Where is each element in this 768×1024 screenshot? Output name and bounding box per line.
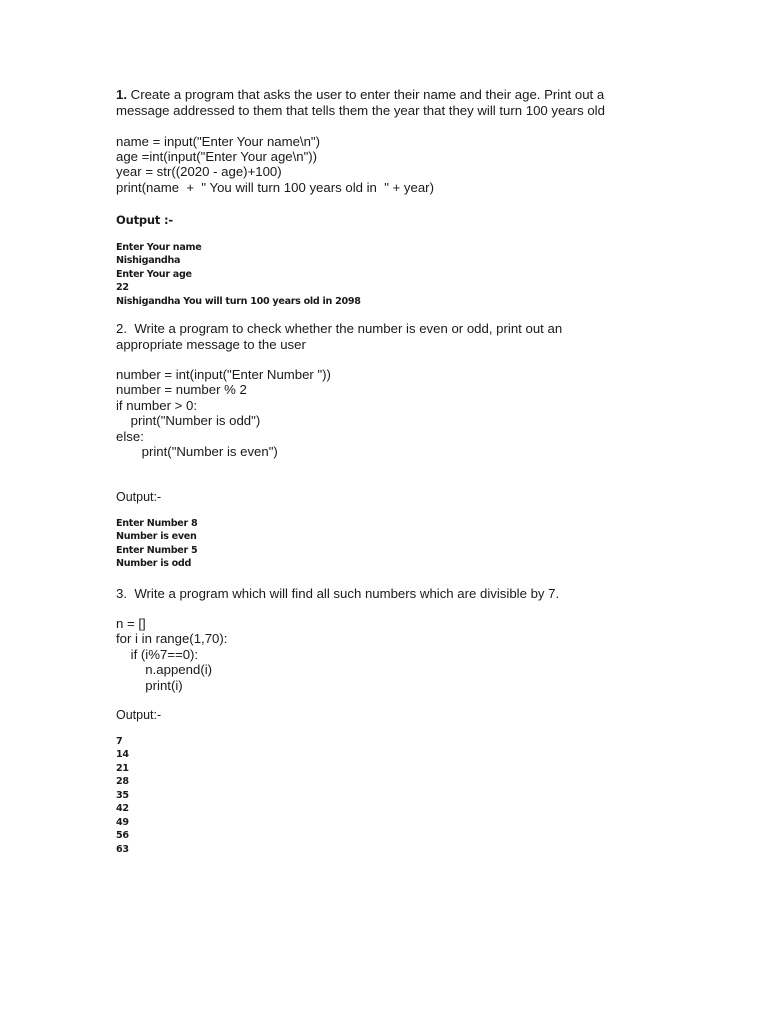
q1-number: 1. <box>116 87 127 102</box>
q2-output-line: Enter Number 5 <box>116 545 198 556</box>
q2-code-line: print("Number is odd") <box>116 413 261 428</box>
q1-code-line: name = input("Enter Your name\n") <box>116 134 320 149</box>
q3-output-line: 7 <box>116 736 123 747</box>
q3-code-line: n.append(i) <box>116 662 213 677</box>
q1-output-line: Enter Your name <box>116 242 202 253</box>
q1-code-line: print(name + " You will turn 100 years old in " + year) <box>116 180 434 195</box>
q1-output-label: Output :- <box>116 213 173 227</box>
q1-prompt-line-2: message addressed to them that tells them the year that they will turn 100 years old <box>116 103 605 118</box>
q3-output-line: 28 <box>116 776 129 787</box>
q3-output-line: 49 <box>116 817 129 828</box>
q2-output-line: Enter Number 8 <box>116 518 198 529</box>
q3-output-line: 14 <box>116 749 129 760</box>
q3-prompt-line-1: 3. Write a program which will find all such numbers which are divisible by 7. <box>116 586 560 601</box>
q3-code-line: for i in range(1,70): <box>116 631 228 646</box>
q2-code-line: print("Number is even") <box>116 444 278 459</box>
q2-output-label: Output:- <box>116 490 162 504</box>
q3-code-line: print(i) <box>116 678 183 693</box>
q1-code-line: year = str((2020 - age)+100) <box>116 164 282 179</box>
q2-code-line: number = int(input("Enter Number ")) <box>116 367 331 382</box>
q1-code-line: age =int(input("Enter Your age\n")) <box>116 149 318 164</box>
q2-code-line: else: <box>116 429 144 444</box>
q3-output-line: 35 <box>116 790 129 801</box>
q2-output-line: Number is even <box>116 531 197 542</box>
q3-output-label: Output:- <box>116 708 162 722</box>
q3-code-line: if (i%7==0): <box>116 647 199 662</box>
q3-code-line: n = [] <box>116 616 146 631</box>
q1-output-line: Enter Your age <box>116 269 192 280</box>
q2-prompt-line-1: 2. Write a program to check whether the number is even or odd, print out an <box>116 321 563 336</box>
q1-output-line: Nishigandha <box>116 255 181 266</box>
q3-output-line: 42 <box>116 803 129 814</box>
q2-code-line: number = number % 2 <box>116 382 247 397</box>
q2-output-line: Number is odd <box>116 558 192 569</box>
q1-prompt-text: Create a program that asks the user to enter their name and their age. Print out a <box>127 87 605 102</box>
q1-output-line: Nishigandha You will turn 100 years old in 2098 <box>116 296 361 307</box>
q1-output-line: 22 <box>116 282 129 293</box>
q2-code-line: if number > 0: <box>116 398 197 413</box>
q2-prompt-line-2: appropriate message to the user <box>116 337 306 352</box>
q3-output-line: 63 <box>116 844 129 855</box>
q3-output-line: 21 <box>116 763 129 774</box>
q1-prompt-line-1 <box>116 87 604 103</box>
q3-output-line: 56 <box>116 830 129 841</box>
